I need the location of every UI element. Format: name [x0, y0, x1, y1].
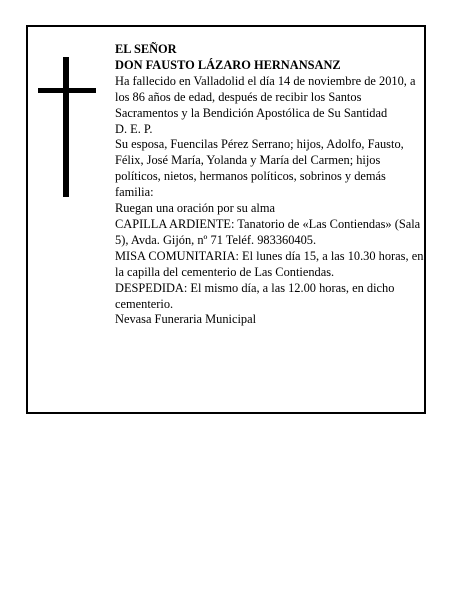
funeral-home: Nevasa Funeraria Municipal	[115, 312, 257, 327]
farewell-info: DESPEDIDA: El mismo día, a las 12.00 horas, en dicho cementerio.	[115, 280, 395, 311]
prayer-request: Ruegan una oración por su alma	[115, 201, 275, 216]
cross-vertical-bar	[63, 57, 69, 197]
mass-info: MISA COMUNITARIA: El lunes día 15, a las 10.30 horas, en la capilla del cementerio de Las Contiendas.	[115, 248, 424, 279]
cross-horizontal-bar	[38, 88, 96, 93]
family-list: Su esposa, Fuencilas Pérez Serrano; hijos, Adolfo, Fausto, Félix, José María, Yolanda y María del Carmen; hijos políticos, nietos, hermanos políticos, sobrinos y demás familia:	[115, 137, 404, 200]
notice-heading-title: EL SEÑOR	[115, 42, 177, 56]
deceased-name: DON FAUSTO LÁZARO HERNANSANZ	[115, 57, 341, 72]
death-announcement: Ha fallecido en Valladolid el día 14 de noviembre de 2010, a los 86 años de edad, después de recibir los Santos Sacramentos y la Bendición Apostólica de Su Santidad	[115, 73, 416, 120]
notice-text	[115, 42, 425, 328]
obituary-notice	[26, 25, 426, 414]
chapel-info: CAPILLA ARDIENTE: Tanatorio de «Las Contiendas» (Sala 5), Avda. Gijón, nº 71 Teléf. 983360405.	[115, 216, 421, 247]
cross-icon	[38, 57, 96, 197]
dep-line: D. E. P.	[115, 121, 153, 136]
